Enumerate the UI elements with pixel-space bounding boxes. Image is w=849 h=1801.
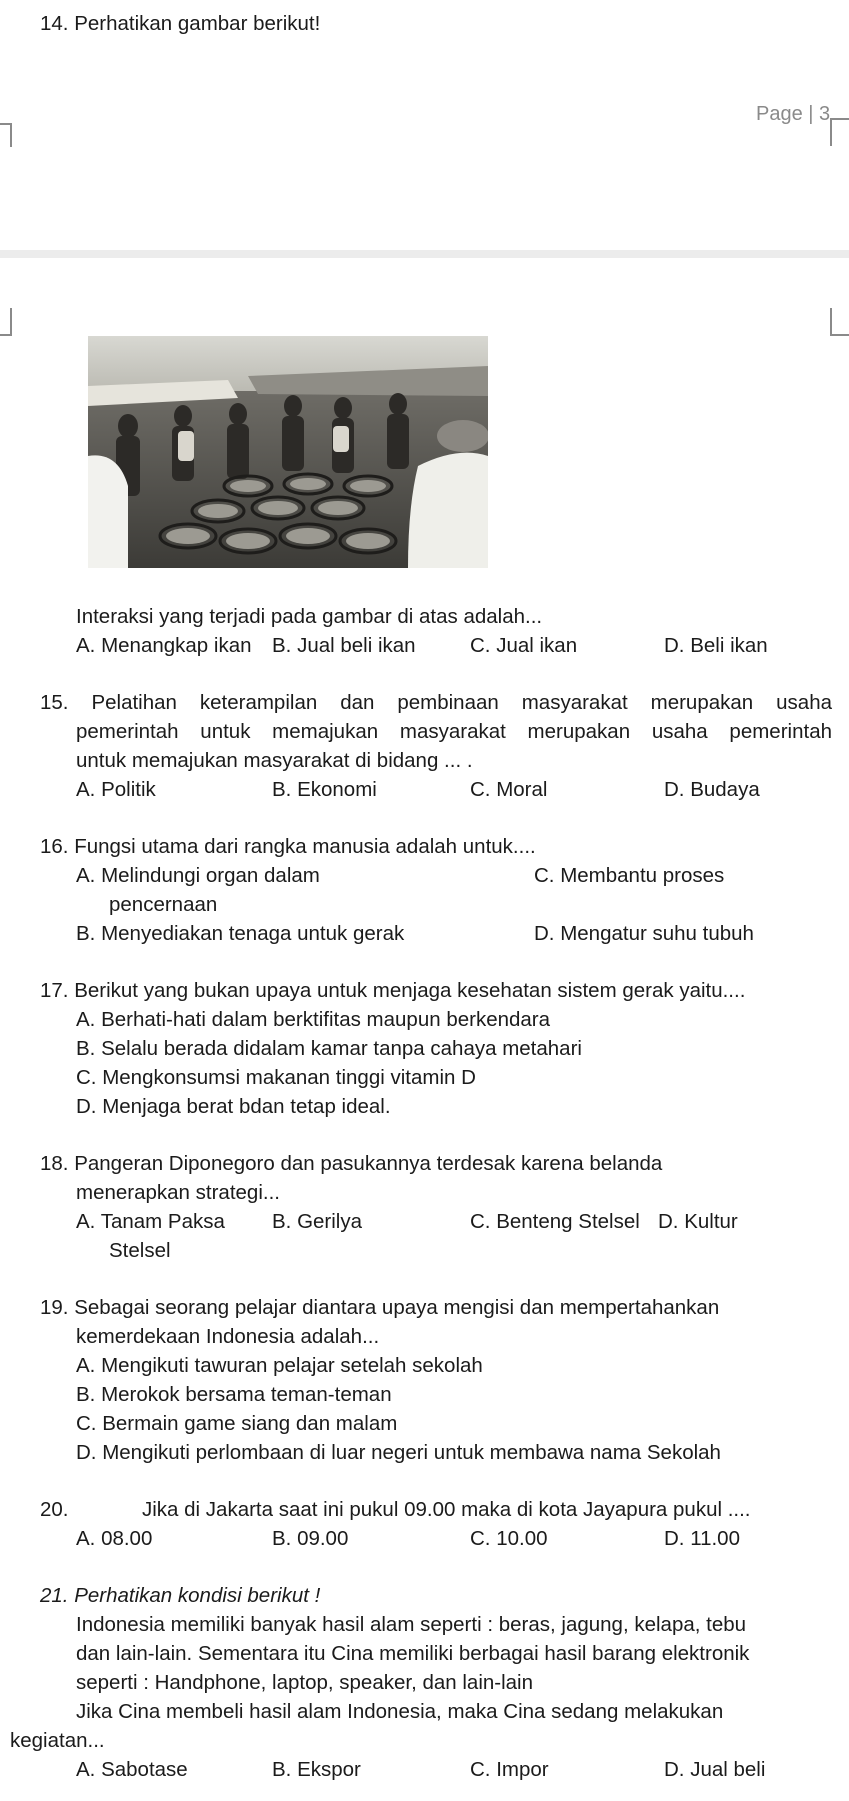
q15-line-3: untuk memajukan masyarakat di bidang ... . — [76, 749, 473, 772]
q21-option-a: A. Sabotase — [76, 1758, 188, 1781]
q19-line-2: kemerdekaan Indonesia adalah... — [76, 1325, 380, 1348]
q17-option-b: B. Selalu berada didalam kamar tanpa cahaya metahari — [76, 1037, 582, 1060]
q16-option-c: C. Membantu proses — [534, 864, 725, 887]
q20-option-d: D. 11.00 — [664, 1527, 740, 1550]
q18-option-a: A. Tanam Paksa — [76, 1210, 225, 1233]
fish-market-image — [88, 336, 488, 568]
q15-line-2: pemerintah untuk memajukan masyarakat merupakan usaha pemerintah — [76, 720, 832, 743]
crop-mark-left-2-h — [0, 334, 12, 336]
crop-mark-left-h — [0, 123, 12, 125]
crop-mark-right — [830, 118, 832, 146]
q19-option-a: A. Mengikuti tawuran pelajar setelah sekolah — [76, 1354, 483, 1377]
q21-line-4: Jika Cina membeli hasil alam Indonesia, maka Cina sedang melakukan — [76, 1700, 724, 1723]
page-separator — [0, 250, 849, 258]
q18-line-1: 18. Pangeran Diponegoro dan pasukannya terdesak karena belanda — [40, 1152, 663, 1175]
q15-option-c: C. Moral — [470, 778, 548, 801]
q18-line-2: menerapkan strategi... — [76, 1181, 280, 1204]
q19-option-d: D. Mengikuti perlombaan di luar negeri untuk membawa nama Sekolah — [76, 1441, 721, 1464]
q18-option-c: C. Benteng Stelsel — [470, 1210, 640, 1233]
q15-line-1: 15. Pelatihan keterampilan dan pembinaan masyarakat merupakan usaha — [40, 691, 832, 714]
q17-option-c: C. Mengkonsumsi makanan tinggi vitamin D — [76, 1066, 476, 1089]
q17-question: 17. Berikut yang bukan upaya untuk menjaga kesehatan sistem gerak yaitu.... — [40, 979, 746, 1002]
q16-option-c-cont: pencernaan — [109, 893, 218, 916]
q16-option-b: B. Menyediakan tenaga untuk gerak — [76, 922, 405, 945]
q18-option-d-cont: Stelsel — [109, 1239, 171, 1262]
q21-line-2: dan lain-lain. Sementara itu Cina memiliki berbagai hasil barang elektronik — [76, 1642, 750, 1665]
q15-option-b: B. Ekonomi — [272, 778, 377, 801]
q17-option-a: A. Berhati-hati dalam berktifitas maupun berkendara — [76, 1008, 551, 1031]
q16-option-d: D. Mengatur suhu tubuh — [534, 922, 754, 945]
q14-heading: 14. Perhatikan gambar berikut! — [40, 12, 321, 35]
q21-option-c: C. Impor — [470, 1758, 549, 1781]
q19-line-1: 19. Sebagai seorang pelajar diantara upaya mengisi dan mempertahankan — [40, 1296, 720, 1319]
crop-mark-left-2 — [10, 308, 12, 336]
crop-mark-left — [10, 123, 12, 147]
q17-option-d: D. Menjaga berat bdan tetap ideal. — [76, 1095, 391, 1118]
q16-question: 16. Fungsi utama dari rangka manusia adalah untuk.... — [40, 835, 536, 858]
q20-option-c: C. 10.00 — [470, 1527, 548, 1550]
q21-line-5: kegiatan... — [10, 1729, 105, 1752]
page-number: Page | 3 — [756, 103, 831, 125]
q18-option-d: D. Kultur — [658, 1210, 738, 1233]
q15-option-d: D. Budaya — [664, 778, 760, 801]
q20-option-a: A. 08.00 — [76, 1527, 153, 1550]
q19-option-c: C. Bermain game siang dan malam — [76, 1412, 398, 1435]
q14-option-a: A. Menangkap ikan — [76, 634, 252, 657]
fish-market-photo — [88, 336, 488, 568]
q14-option-c: C. Jual ikan — [470, 634, 578, 657]
q21-option-d: D. Jual beli — [664, 1758, 766, 1781]
q21-option-b: B. Ekspor — [272, 1758, 361, 1781]
q20-option-b: B. 09.00 — [272, 1527, 349, 1550]
q20-number: 20. — [40, 1498, 69, 1521]
q19-option-b: B. Merokok bersama teman-teman — [76, 1383, 392, 1406]
crop-mark-right-2 — [830, 308, 832, 336]
q20-question: Jika di Jakarta saat ini pukul 09.00 maka di kota Jayapura pukul .... — [142, 1498, 751, 1521]
crop-mark-right-h — [830, 118, 849, 120]
q21-heading: 21. Perhatikan kondisi berikut ! — [40, 1584, 321, 1607]
q14-option-d: D. Beli ikan — [664, 634, 768, 657]
crop-mark-right-2-h — [830, 334, 849, 336]
q16-option-a: A. Melindungi organ dalam — [76, 864, 320, 887]
q18-option-b: B. Gerilya — [272, 1210, 362, 1233]
q21-line-1: Indonesia memiliki banyak hasil alam seperti : beras, jagung, kelapa, tebu — [76, 1613, 747, 1636]
q14-question: Interaksi yang terjadi pada gambar di atas adalah... — [76, 605, 543, 628]
q21-line-3: seperti : Handphone, laptop, speaker, dan lain-lain — [76, 1671, 534, 1694]
q14-option-b: B. Jual beli ikan — [272, 634, 416, 657]
q15-option-a: A. Politik — [76, 778, 156, 801]
